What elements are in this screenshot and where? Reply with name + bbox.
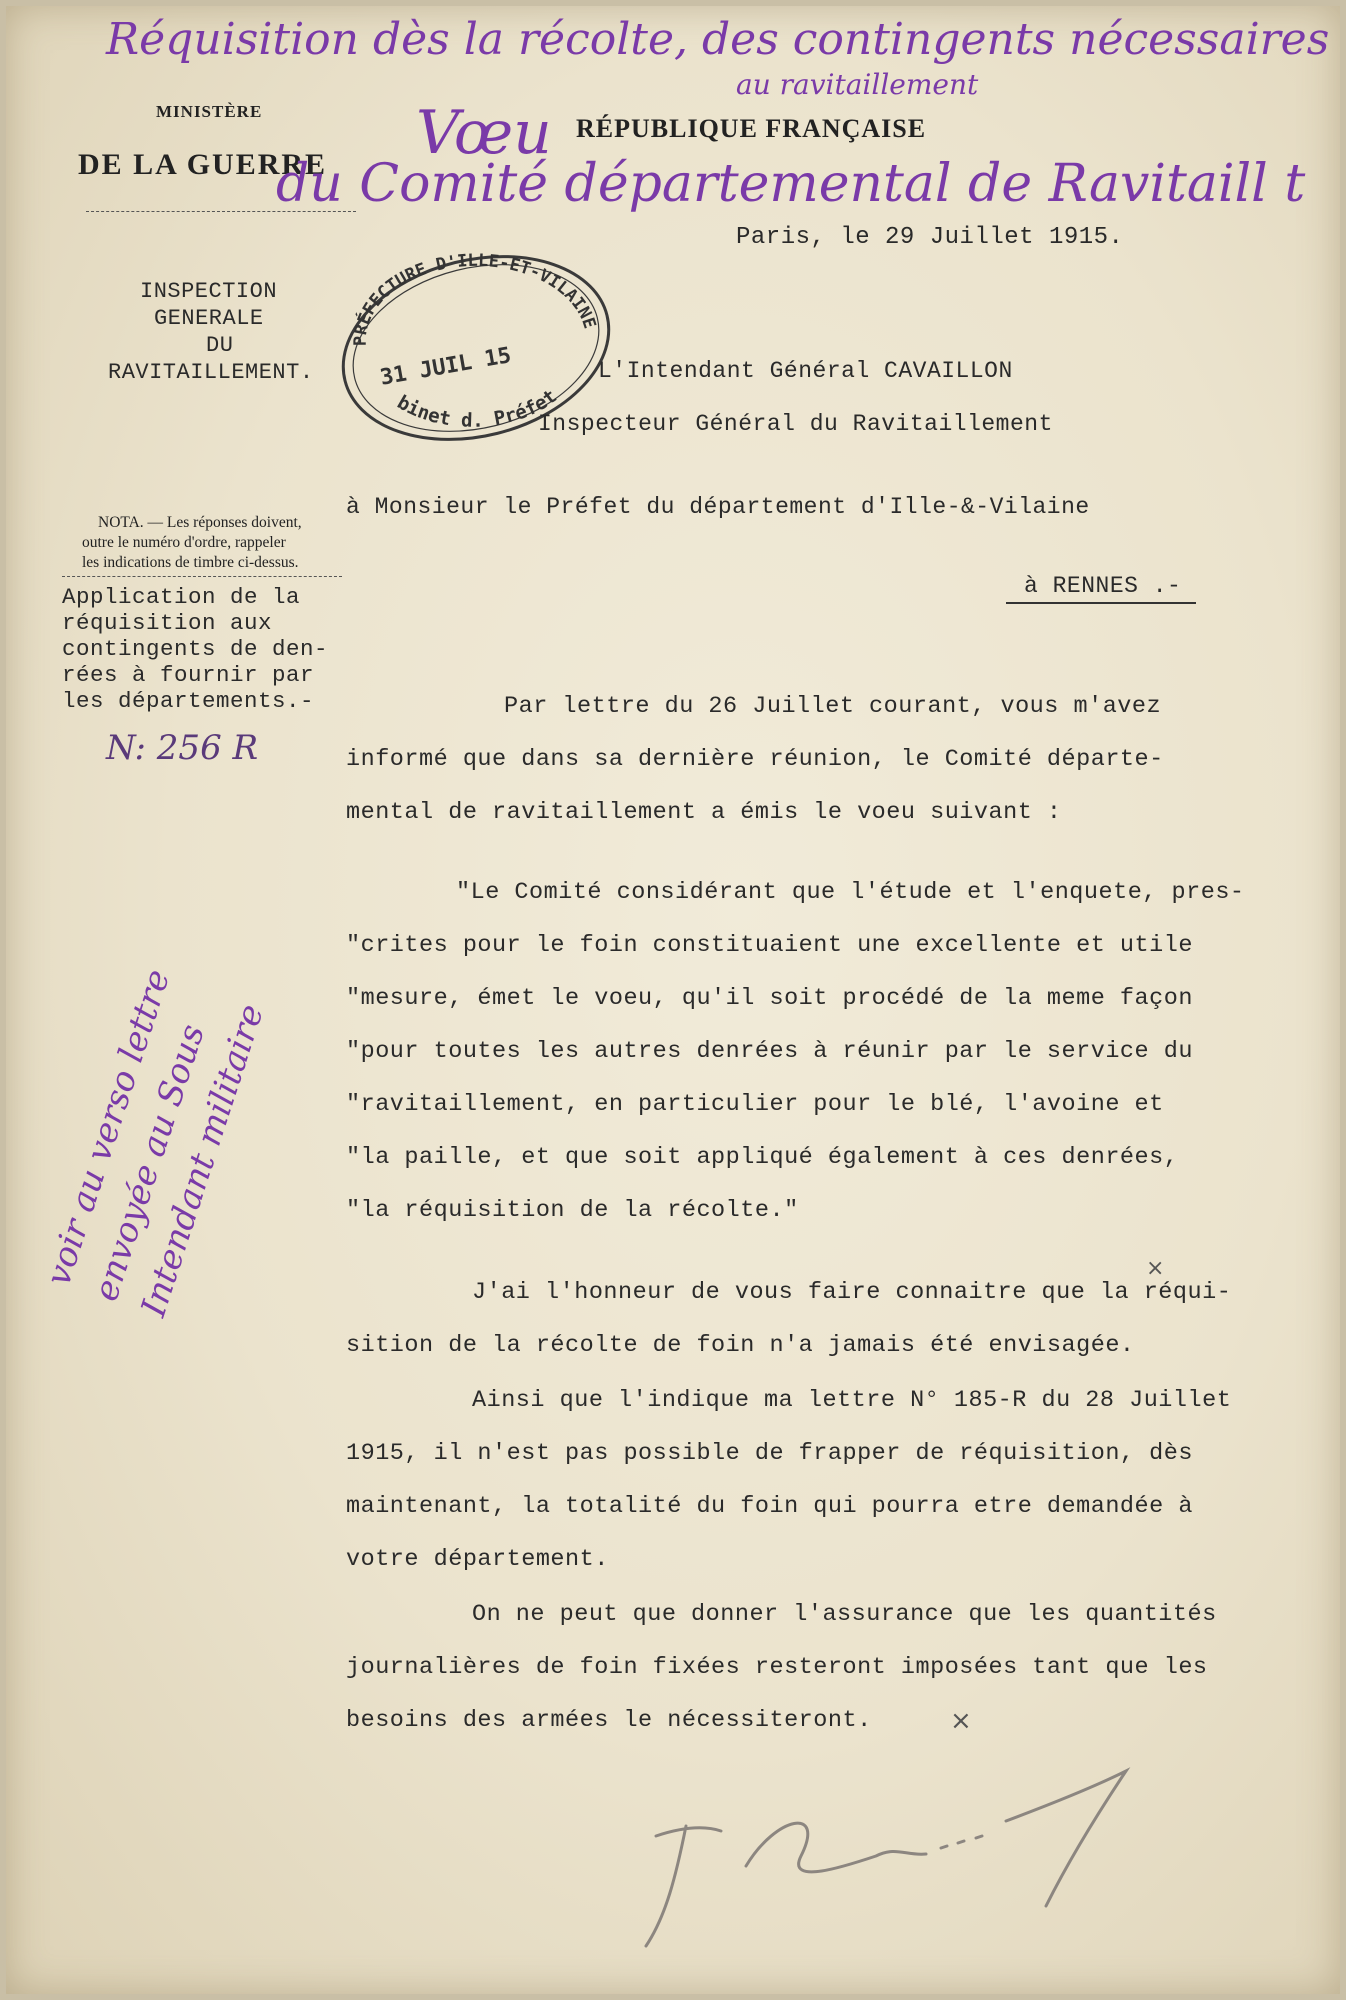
ministry-title: DE LA GUERRE — [78, 148, 328, 181]
city-underline — [1006, 602, 1196, 604]
subject-line-1: Application de la — [62, 584, 301, 610]
recipient-line: à Monsieur le Préfet du département d'Ille-&-Vilaine — [346, 494, 1090, 520]
republic-heading: RÉPUBLIQUE FRANÇAISE — [576, 114, 927, 143]
nota-line-1: NOTA. — Les réponses doivent, — [98, 514, 302, 531]
service-line-4: RAVITAILLEMENT. — [108, 360, 314, 385]
body-p3-l4: votre département. — [346, 1546, 609, 1573]
body-p4-l1: On ne peut que donner l'assurance que les quantités — [472, 1601, 1217, 1628]
ministry-small: MINISTÈRE — [156, 102, 263, 121]
nota-line-3: les indications de timbre ci-dessus. — [82, 554, 299, 571]
margin-note: voir au verso lettre envoyée au Sous Intendant militaire — [38, 964, 273, 1322]
subject-line-3: contingents de den- — [62, 636, 329, 662]
body-p1-l2: informé que dans sa dernière réunion, le Comité départe- — [346, 746, 1164, 773]
svg-text:PRÉFECTURE D'ILLE-ET-VILAINE — [351, 251, 600, 346]
pencil-cross-mark: × — [1146, 1256, 1165, 1281]
body-p1-l1: Par lettre du 26 Juillet courant, vous m'avez — [504, 693, 1162, 720]
body-p1-l3: mental de ravitaillement a émis le voeu suivant : — [346, 799, 1062, 826]
svg-text:binet d. Préfet — [393, 385, 561, 432]
subject-line-4: rées à fournir par — [62, 662, 315, 688]
body-p4-l2: journalières de foin fixées resteront imposées tant que les — [346, 1654, 1208, 1681]
nota-line-2: outre le numéro d'ordre, rappeler — [82, 534, 286, 551]
handwritten-comite: du Comité départemental de Ravitaill t — [276, 154, 1306, 214]
handwritten-title: Réquisition dès la récolte, des contingents nécessaires — [106, 14, 1330, 65]
service-line-3: DU — [206, 333, 234, 358]
service-line-2: GENERALE — [154, 306, 264, 331]
subject-line-2: réquisition aux — [62, 610, 273, 636]
reference-number: N: 256 R — [106, 728, 259, 768]
quote-l7: "la réquisition de la récolte." — [346, 1197, 799, 1224]
stamp-top-text: PRÉFECTURE D'ILLE-ET-VILAINE — [350, 250, 600, 347]
body-p4-l3: besoins des armées le nécessiteront. — [346, 1707, 872, 1734]
sender-name: L'Intendant Général CAVAILLON — [598, 358, 1013, 384]
body-p2-l2: sition de la récolte de foin n'a jamais été envisagée. — [346, 1332, 1135, 1359]
body-p3-l1: Ainsi que l'indique ma lettre N° 185-R du 28 Juillet — [472, 1387, 1232, 1414]
subject-line-5: les départements.- — [62, 688, 315, 714]
sender-title: Inspecteur Général du Ravitaillement — [538, 411, 1053, 437]
quote-l2: "crites pour le foin constituaient une excellente et utile — [346, 932, 1193, 959]
letter-page — [6, 6, 1340, 1994]
quote-l5: "ravitaillement, en particulier pour le blé, l'avoine et — [346, 1091, 1164, 1118]
handwritten-subtitle: au ravitaillement — [736, 68, 979, 101]
body-p3-l2: 1915, il n'est pas possible de frapper de réquisition, dès — [346, 1440, 1193, 1467]
service-line-1: INSPECTION — [140, 279, 278, 304]
handwritten-voeu: Vœu — [416, 98, 552, 168]
stamp-bottom-text: binet d. Préfet — [393, 385, 561, 432]
quote-l3: "mesure, émet le voeu, qu'il soit procédé de la meme façon — [346, 985, 1193, 1012]
body-p3-l3: maintenant, la totalité du foin qui pourra etre demandée à — [346, 1493, 1193, 1520]
nota-rule — [62, 576, 342, 577]
pencil-cross-mark-2: × — [950, 1706, 972, 1736]
quote-l1: "Le Comité considérant que l'étude et l'enquete, pres- — [456, 879, 1245, 906]
quote-l4: "pour toutes les autres denrées à réunir par le service du — [346, 1038, 1193, 1065]
body-p2-l1: J'ai l'honneur de vous faire connaitre que la réqui- — [472, 1279, 1232, 1306]
recipient-city: à RENNES .- — [1024, 573, 1182, 599]
letter-date: Paris, le 29 Juillet 1915. — [736, 224, 1124, 251]
signature — [626, 1706, 1146, 1966]
quote-l6: "la paille, et que soit appliqué également à ces denrées, — [346, 1144, 1179, 1171]
stamp-date: 31 JUIL 15 — [378, 343, 514, 391]
